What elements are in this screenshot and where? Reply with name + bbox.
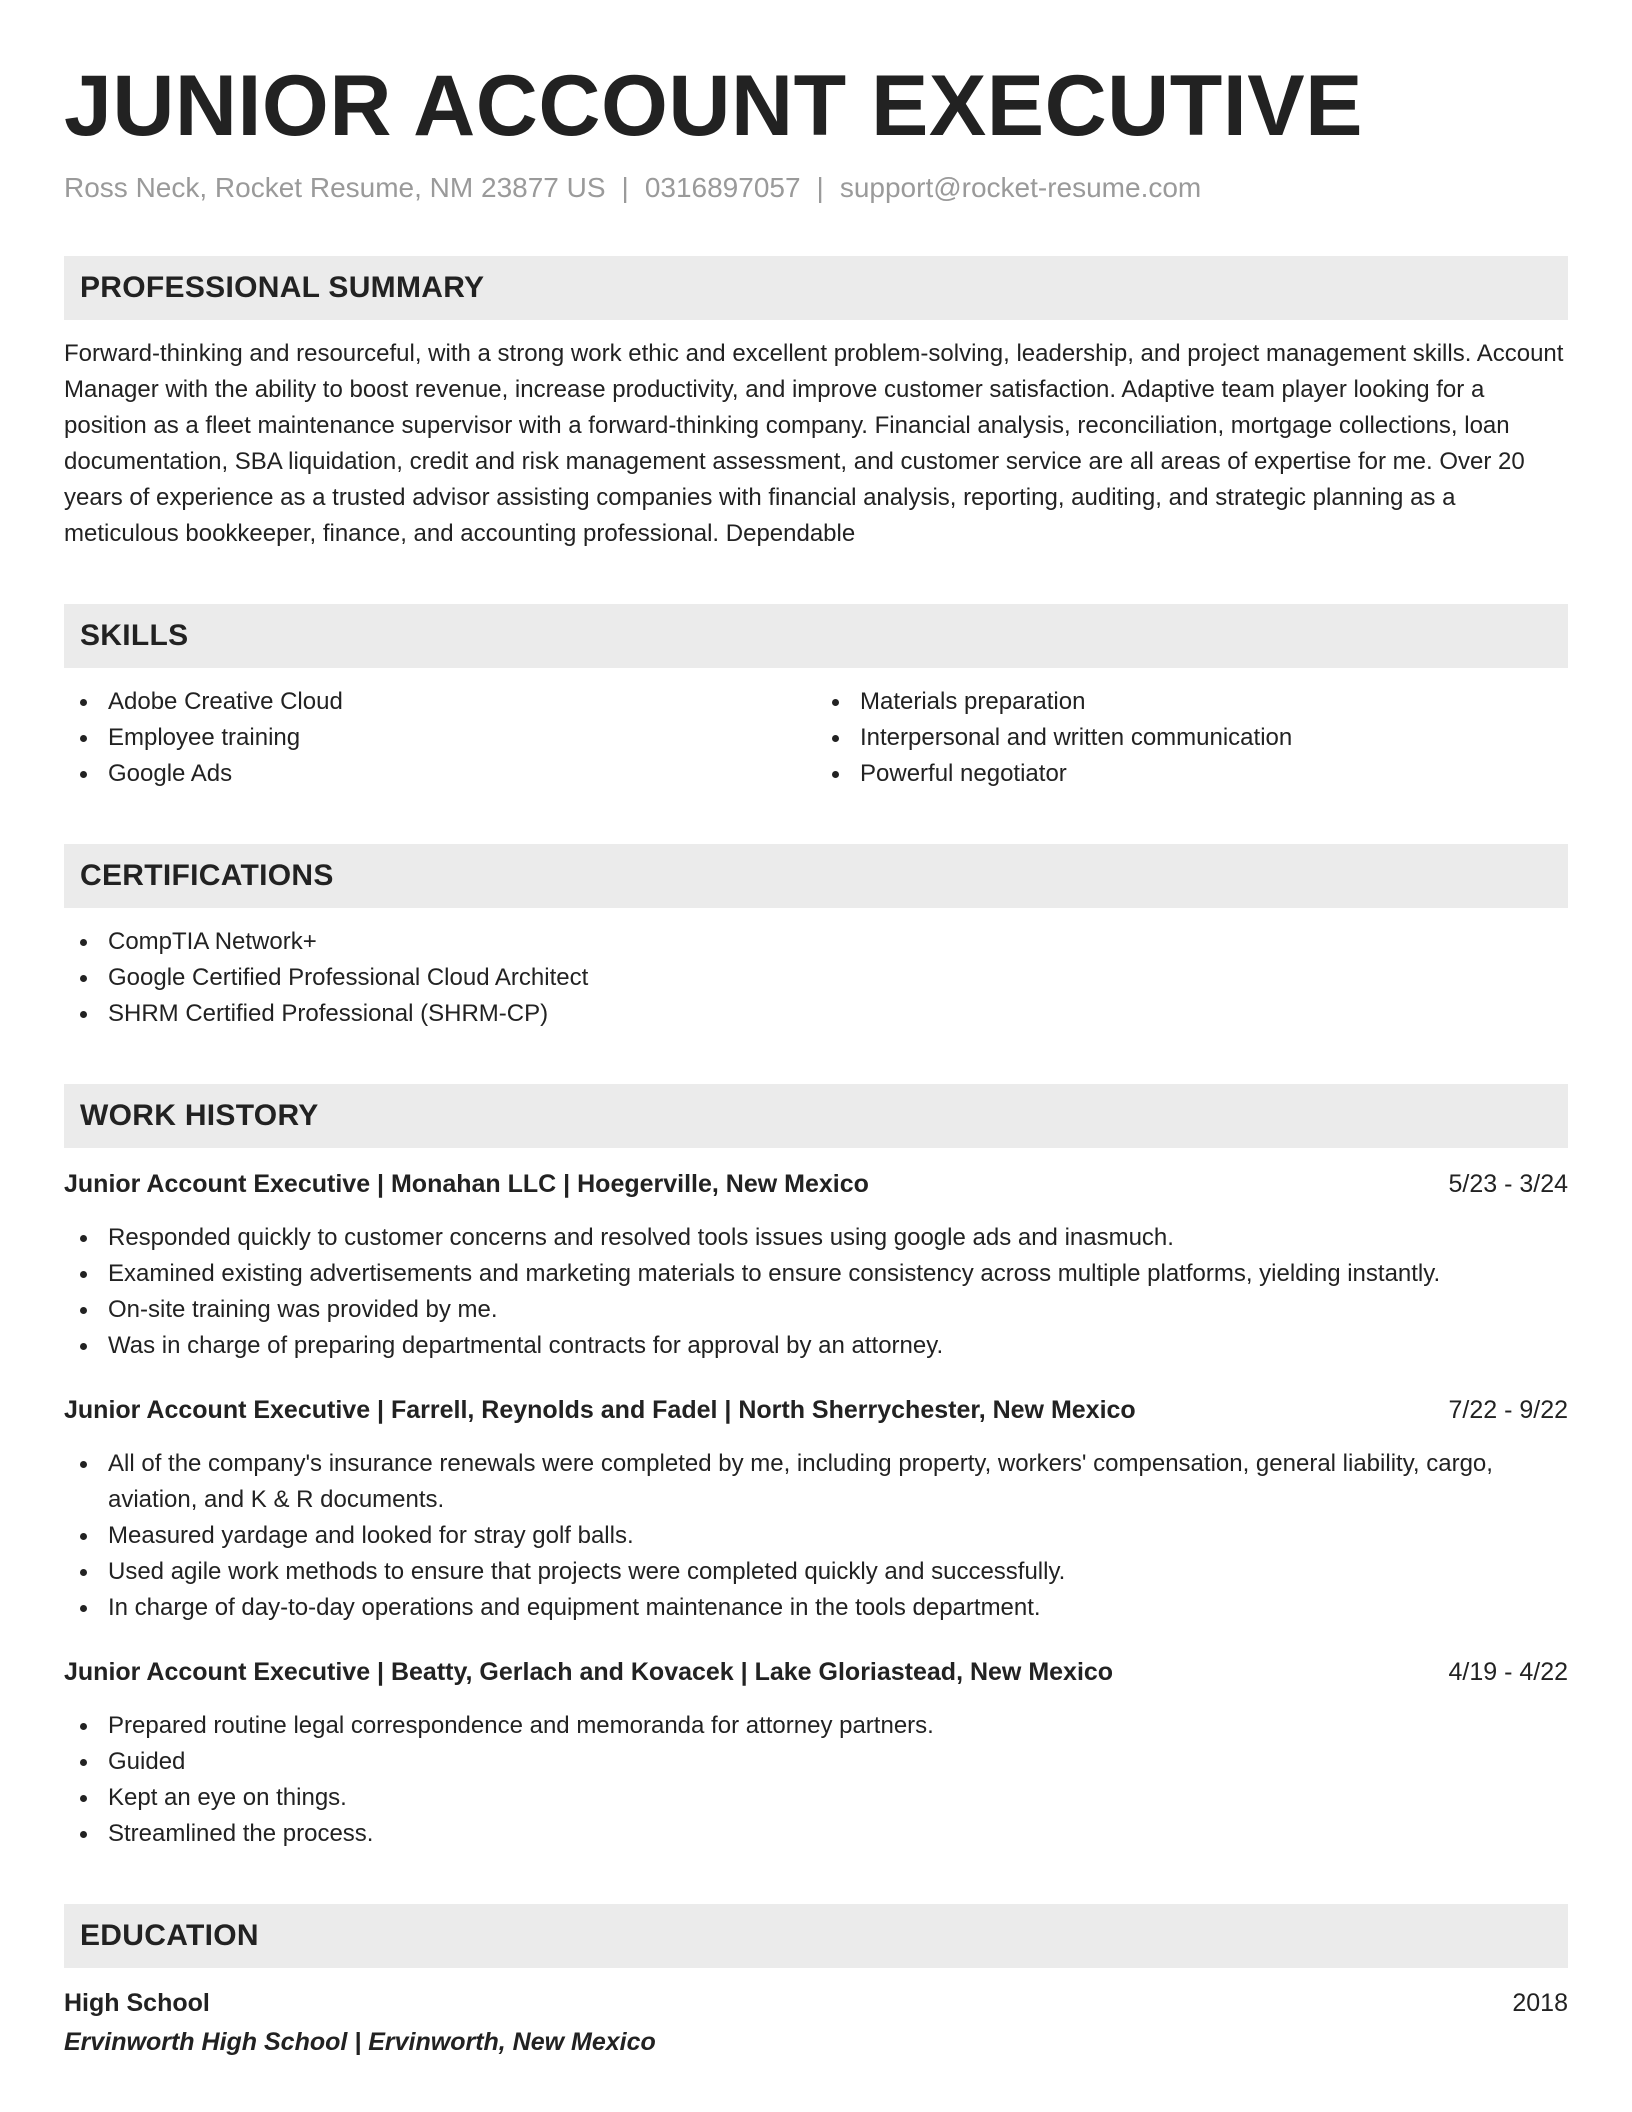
certifications-list <box>64 924 1568 1032</box>
job-dates: 4/19 - 4/22 <box>1448 1658 1568 1686</box>
job-bullet: In charge of day-to-day operations and equipment maintenance in the tools department. <box>64 1590 1568 1626</box>
summary-text: Forward-thinking and resourceful, with a strong work ethic and excellent problem-solving, leadership, and project management skills. Account Manager with the ability to boost revenue, increase productivity, and improve customer satisfaction. Adaptive team player looking for a position as a fleet maintenance supervisor with a forward-thinking company. Financial analysis, reconciliation, mortgage collections, loan documentation, SBA liquidation, credit and risk management assessment, and customer service are all areas of expertise for me. Over 20 years of experience as a trusted advisor assisting companies with financial analysis, reporting, auditing, and strategic planning as a meticulous bookkeeper, finance, and accounting professional. Dependable <box>64 340 1564 547</box>
certification-item: Google Certified Professional Cloud Architect <box>64 960 1568 996</box>
skills-heading: SKILLS <box>80 619 189 652</box>
certification-item: SHRM Certified Professional (SHRM-CP) <box>64 996 1568 1032</box>
education-year: 2018 <box>1512 1989 1568 2017</box>
education-degree: High School <box>64 1989 210 2017</box>
job-bullet: On-site training was provided by me. <box>64 1292 1568 1328</box>
job-bullet: All of the company's insurance renewals were completed by me, including property, workers' compensation, general liability, cargo, aviation, and K & R documents. <box>64 1446 1568 1518</box>
job-bullet: Measured yardage and looked for stray golf balls. <box>64 1518 1568 1554</box>
skill-item: Materials preparation <box>816 684 1568 720</box>
job-bullet: Examined existing advertisements and marketing materials to ensure consistency across multiple platforms, yielding instantly. <box>64 1256 1568 1292</box>
contact-separator: | <box>816 172 824 203</box>
skill-item: Powerful negotiator <box>816 756 1568 792</box>
job-title: Junior Account Executive | Monahan LLC | Hoegerville, New Mexico <box>64 1170 869 1198</box>
job-dates: 5/23 - 3/24 <box>1448 1170 1568 1198</box>
education-header <box>64 1984 1568 2022</box>
job-dates: 7/22 - 9/22 <box>1448 1396 1568 1424</box>
job-header <box>64 1392 1568 1428</box>
job-bullet: Prepared routine legal correspondence and memoranda for attorney partners. <box>64 1708 1568 1744</box>
skill-item: Employee training <box>64 720 816 756</box>
skills-list <box>64 684 1568 792</box>
job-bullet: Kept an eye on things. <box>64 1780 1568 1816</box>
job-bullet: Guided <box>64 1744 1568 1780</box>
contact-phone: 0316897057 <box>644 172 801 203</box>
job-title: Junior Account Executive | Beatty, Gerlach and Kovacek | Lake Gloriastead, New Mexico <box>64 1658 1114 1686</box>
job-entry <box>64 1392 1568 1626</box>
skill-item: Interpersonal and written communication <box>816 720 1568 756</box>
job-bullets <box>64 1220 1568 1364</box>
job-bullet: Used agile work methods to ensure that projects were completed quickly and successfully. <box>64 1554 1568 1590</box>
summary-heading: PROFESSIONAL SUMMARY <box>80 271 485 304</box>
job-title: Junior Account Executive | Farrell, Reynolds and Fadel | North Sherrychester, New Mexico <box>64 1396 1136 1424</box>
education-section-header <box>64 1904 1568 1968</box>
job-bullets <box>64 1446 1568 1626</box>
job-header <box>64 1166 1568 1202</box>
certifications-section-header <box>64 844 1568 908</box>
job-bullet: Streamlined the process. <box>64 1816 1568 1852</box>
education-school: Ervinworth High School | Ervinworth, New Mexico <box>64 2028 656 2056</box>
contact-address: Ross Neck, Rocket Resume, NM 23877 US <box>64 172 606 203</box>
skills-column-right <box>816 684 1568 792</box>
contact-email: support@rocket-resume.com <box>839 172 1202 203</box>
skills-section-header <box>64 604 1568 668</box>
resume-title: JUNIOR ACCOUNT EXECUTIVE <box>64 58 1363 154</box>
job-bullet: Was in charge of preparing departmental contracts for approval by an attorney. <box>64 1328 1568 1364</box>
job-bullets <box>64 1708 1568 1852</box>
summary-section-header <box>64 256 1568 320</box>
education-heading: EDUCATION <box>80 1919 259 1952</box>
job-header <box>64 1654 1568 1690</box>
work-history-section-header <box>64 1084 1568 1148</box>
job-entry <box>64 1654 1568 1852</box>
skills-column-left <box>64 684 816 792</box>
work-history-heading: WORK HISTORY <box>80 1099 319 1132</box>
contact-separator: | <box>621 172 629 203</box>
certification-item: CompTIA Network+ <box>64 924 1568 960</box>
certifications-heading: CERTIFICATIONS <box>80 859 334 892</box>
contact-line <box>64 168 1568 208</box>
job-entry <box>64 1166 1568 1364</box>
education-entry <box>64 1984 1568 2062</box>
skill-item: Adobe Creative Cloud <box>64 684 816 720</box>
skill-item: Google Ads <box>64 756 816 792</box>
job-bullet: Responded quickly to customer concerns and resolved tools issues using google ads and inasmuch. <box>64 1220 1568 1256</box>
